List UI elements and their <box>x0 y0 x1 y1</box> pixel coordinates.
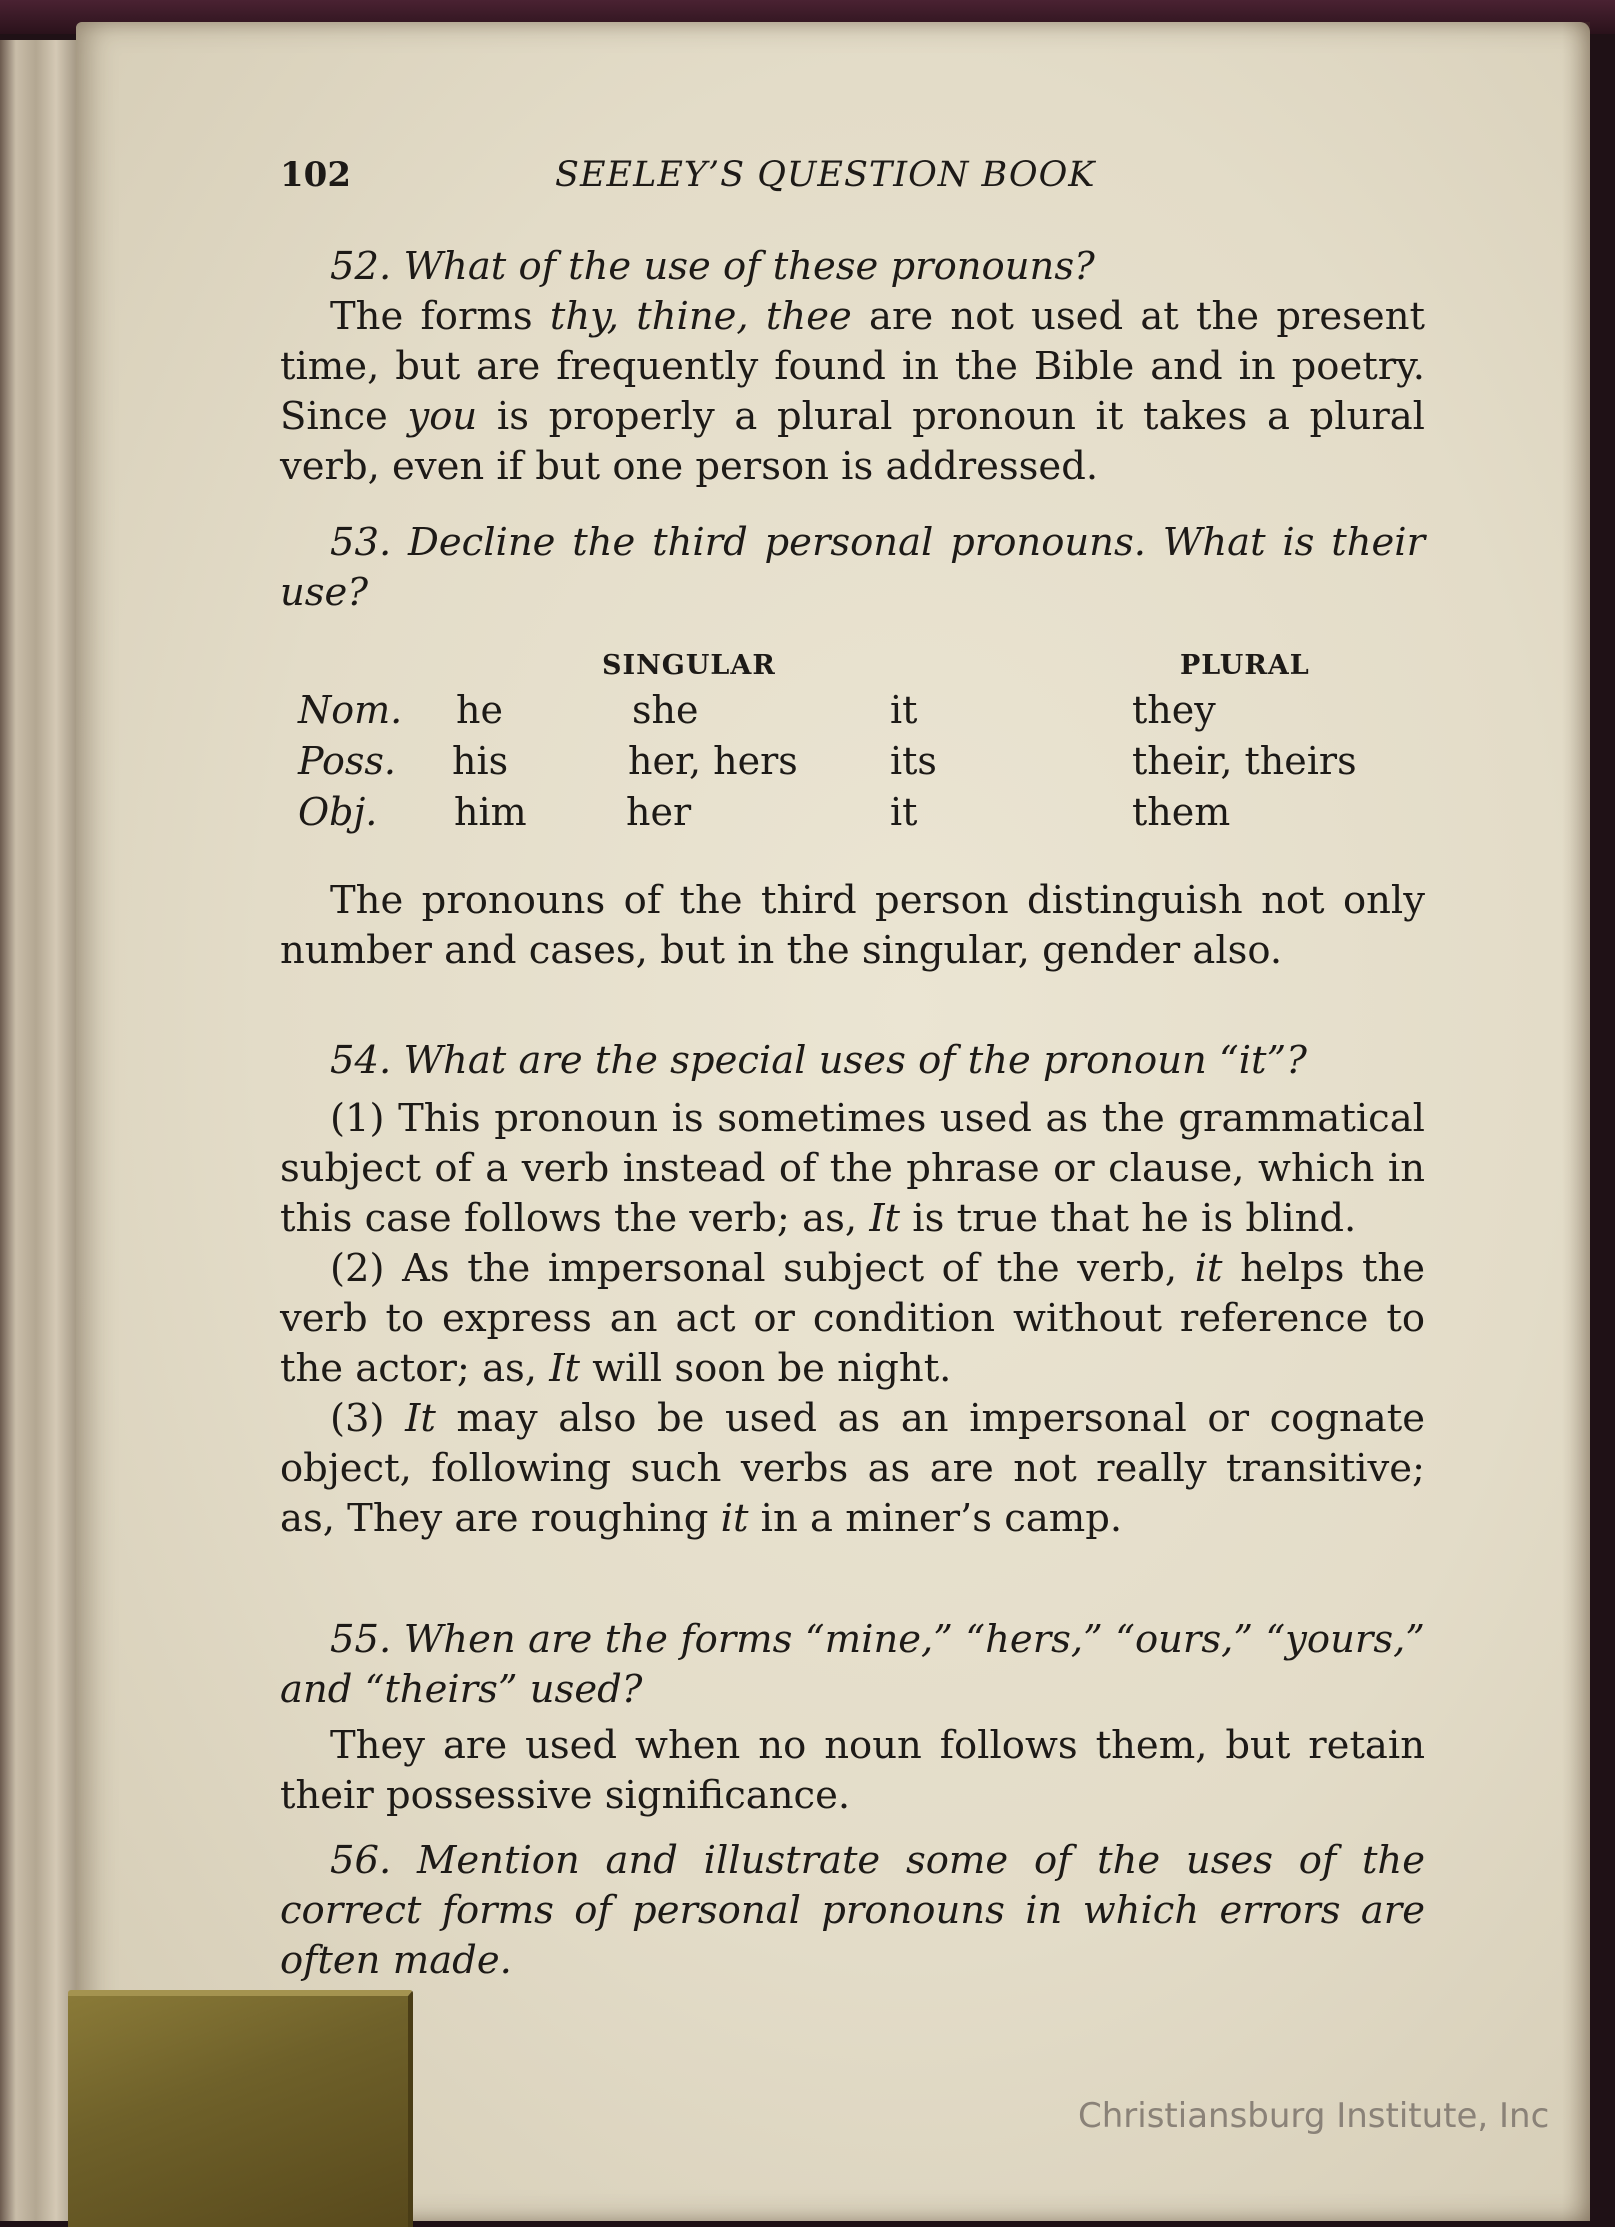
table-row-case: Nom. <box>298 688 403 732</box>
question-55: 55. When are the forms “mine,” “hers,” “ours,” “yours,” and “theirs” used? <box>280 1617 1425 1712</box>
table-cell: his <box>452 739 509 783</box>
question-54: 54. What are the special uses of the pronoun “it”? <box>330 1038 1307 1083</box>
table-cell: he <box>456 688 503 732</box>
answer-52-em-you: you <box>407 394 478 439</box>
table-row-case: Obj. <box>298 790 378 834</box>
section-55 <box>280 1615 1425 1821</box>
section-53 <box>280 518 1425 618</box>
answer-54-part-3 <box>280 1394 1425 1544</box>
answer-52-em-forms: thy, thine, thee <box>549 294 852 339</box>
answer-54-2-text-b: helps the verb to express an act or condition without reference to the actor; as, <box>280 1246 1425 1391</box>
table-cell: them <box>1132 790 1231 834</box>
question-53: 53. Decline the third personal pronouns. What is their use? <box>280 520 1425 615</box>
answer-52 <box>280 292 1425 492</box>
table-cell: she <box>632 688 699 732</box>
section-56 <box>280 1836 1425 1986</box>
answer-55: They are used when no noun follows them, but retain their possessive significance. <box>280 1723 1425 1818</box>
page-stack-edge <box>0 40 80 2221</box>
answer-54-3-em-1: It <box>405 1396 436 1441</box>
answer-54-1-text-b: is true that he is blind. <box>900 1196 1357 1241</box>
table-cell: it <box>890 688 918 732</box>
answer-54-1-em: It <box>869 1196 901 1241</box>
answer-54-part-2 <box>280 1244 1425 1394</box>
question-52: 52. What of the use of these pronouns? <box>330 244 1095 289</box>
singular-header: SINGULAR <box>602 650 776 681</box>
running-title: SEELEY’S QUESTION BOOK <box>555 155 1096 195</box>
table-cell: her, hers <box>628 739 798 783</box>
question-56: 56. Mention and illustrate some of the uses of the correct forms of personal pronouns in which errors are often made. <box>280 1838 1425 1983</box>
pronoun-declension-table <box>280 650 1425 850</box>
page-number: 102 <box>280 155 351 195</box>
answer-53-block <box>280 876 1425 976</box>
answer-54-3-text-c: in a miner’s camp. <box>748 1496 1123 1541</box>
table-row-case: Poss. <box>298 739 396 783</box>
page-header <box>280 155 1425 209</box>
answer-54-part-1 <box>280 1094 1425 1244</box>
library-label-block <box>68 1990 413 2227</box>
watermark-text: Christiansburg Institute, Inc <box>1078 2096 1550 2136</box>
table-cell: its <box>890 739 937 783</box>
answer-54-1-text-a: (1) This pronoun is sometimes used as the grammatical subject of a verb instead of the phrase or clause, which in this case follows the verb; as, <box>280 1096 1425 1241</box>
plural-header: PLURAL <box>1180 650 1310 681</box>
table-cell: it <box>890 790 918 834</box>
page-shadow <box>1562 22 1590 2221</box>
table-cell: they <box>1132 688 1216 732</box>
answer-54-2-em-1: it <box>1194 1246 1223 1291</box>
section-52 <box>280 242 1425 492</box>
answer-54-3-em-2: it <box>720 1496 749 1541</box>
answer-52-text-3: is properly a plural pronoun it takes a plural verb, even if but one person is addressed. <box>280 394 1425 489</box>
answer-52-text-2: are not used at the present time, but are frequently found in the Bible and in poetry. Since <box>280 294 1425 439</box>
answer-54-2-text-c: will soon be night. <box>579 1346 952 1391</box>
answer-54-2-text-a: (2) As the impersonal subject of the verb, <box>330 1246 1195 1291</box>
table-cell: her <box>626 790 692 834</box>
table-cell: him <box>454 790 527 834</box>
answer-54-2-em-2: It <box>549 1346 580 1391</box>
answer-54-3-text-a: (3) <box>330 1396 406 1441</box>
answer-54-3-text-b: may also be used as an impersonal or cognate object, following such verbs as are not really transitive; as, They are roughing <box>280 1396 1425 1541</box>
section-54 <box>280 1036 1425 1544</box>
table-cell: their, theirs <box>1132 739 1357 783</box>
answer-52-text-1: The forms <box>330 294 550 339</box>
answer-53: The pronouns of the third person distinguish not only number and cases, but in the singular, gender also. <box>280 878 1425 973</box>
